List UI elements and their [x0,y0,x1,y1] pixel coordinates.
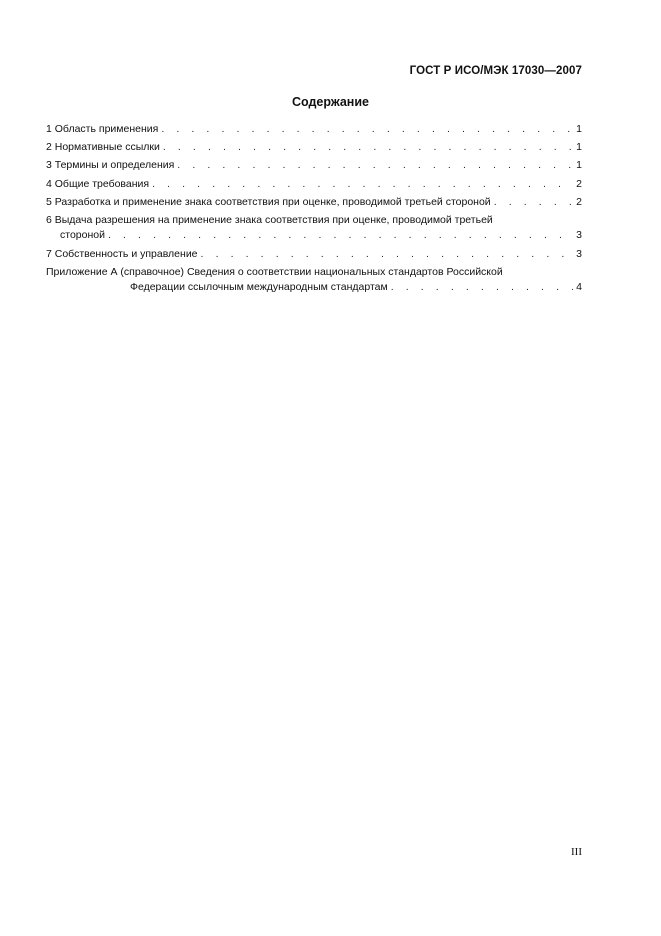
toc-entry-7[interactable] [46,248,582,266]
dot-leader [494,196,573,208]
toc-entry-1[interactable] [46,123,582,141]
toc-entry-6-continuation[interactable] [46,229,582,247]
toc-entry-3[interactable] [46,159,582,177]
dot-leader [152,178,573,190]
toc-entry-label-continuation: Федерации ссылочным международным стандартам [130,281,388,294]
toc-entry-6[interactable] [46,214,582,230]
toc-page-number: 3 [576,229,582,242]
document-designation: ГОСТ Р ИСО/МЭК 17030—2007 [409,65,582,77]
toc-page-number: 1 [576,159,582,172]
dot-leader [391,281,573,293]
dot-leader [201,248,573,260]
toc-page-number: 1 [576,123,582,135]
dot-leader [161,123,573,135]
table-of-contents [46,123,582,300]
toc-page-number: 1 [576,141,582,154]
dot-leader [163,141,573,153]
toc-entry-label: 1 Область применения [46,123,159,135]
toc-page-number: 2 [576,195,582,208]
page-title: Содержание [291,95,369,109]
toc-entry-label: Приложение А (справочное) Сведения о соответствии национальных стандартов Российской [46,265,503,278]
toc-entry-appendix-a[interactable] [46,266,582,282]
dot-leader [177,159,573,171]
dot-leader [108,229,573,241]
toc-page-number: 3 [576,247,582,260]
toc-entry-5[interactable] [46,196,582,214]
toc-entry-label: 7 Собственность и управление [46,247,198,260]
toc-entry-label-continuation: стороной [60,229,105,242]
page-folio-number: III [571,846,582,858]
toc-entry-label: 2 Нормативные ссылки [46,141,160,154]
toc-entry-label: 6 Выдача разрешения на применение знака соответствия при оценке, проводимой третьей [46,213,493,226]
toc-entry-label: 4 Общие требования [46,177,150,190]
toc-entry-appendix-a-continuation[interactable] [46,281,582,299]
toc-entry-4[interactable] [46,178,582,196]
toc-page-number: 2 [576,177,582,190]
toc-entry-2[interactable] [46,141,582,159]
toc-entry-label: 3 Термины и определения [46,159,175,172]
toc-page-number: 4 [576,281,582,294]
toc-entry-label: 5 Разработка и применение знака соответствия при оценке, проводимой третьей стороной [46,195,491,208]
